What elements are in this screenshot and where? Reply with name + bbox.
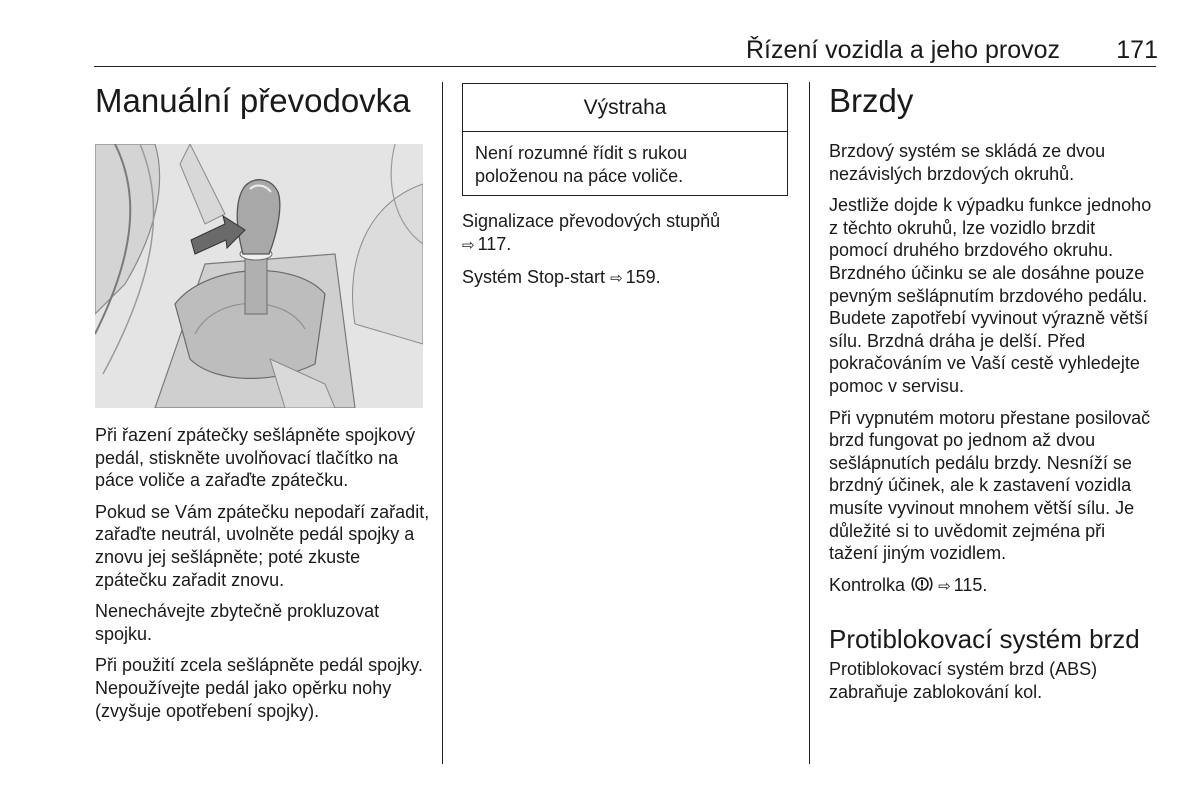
- reference-text: Systém Stop-start: [462, 267, 606, 288]
- indicator-label: Kontrolka: [829, 574, 906, 595]
- page-reference-icon: ⇨: [462, 236, 475, 254]
- page-number: 171: [1116, 36, 1158, 64]
- warning-title: Výstraha: [463, 84, 787, 132]
- page-reference-icon: ⇨: [610, 270, 623, 288]
- gear-lever-illustration: [95, 144, 423, 408]
- subheading-abs: Protiblokovací systém brzd: [829, 624, 1140, 655]
- page-reference-icon: ⇨: [938, 577, 951, 595]
- column-divider-right: [809, 82, 810, 764]
- paragraph: Nenechávejte zbytečně prokluzovat spojku.: [95, 601, 380, 644]
- cross-reference-stop-start[interactable]: [462, 266, 792, 291]
- paragraph: Jestliže dojde k výpadku funkce jednoho z těchto okruhů, lze vozidlo brzdit pomocí druhého brzdového okruhu. Brzdného účinku se ale dosáhne pouze pevným sešlápnutím brzdového pedálu. Budete zapotřebí vyvinout výrazně větší sílu. Brzdná dráha je delší. Před pokračováním ve Vaší cestě vyhledejte pomoc v servisu.: [829, 195, 1152, 396]
- header-rule: [94, 66, 1156, 67]
- warning-text: Není rozumné řídit s rukou položenou na páce voliče.: [475, 143, 688, 186]
- reference-page: 115.: [953, 574, 988, 595]
- paragraph: Brzdový systém se skládá ze dvou nezávislých brzdových okruhů.: [829, 141, 1106, 184]
- brake-indicator-reference[interactable]: [829, 574, 1159, 599]
- cross-reference-gear-indication[interactable]: [462, 210, 792, 257]
- warning-box: [462, 83, 788, 196]
- reference-page: 159.: [625, 267, 661, 288]
- paragraph: Protiblokovací systém brzd (ABS) zabraňuje zablokování kol.: [829, 659, 1098, 702]
- left-column: [95, 82, 425, 120]
- section-heading-manual-gearbox: Manuální převodovka: [95, 82, 411, 119]
- reference-text: Signalizace převodových stupňů: [462, 211, 721, 231]
- paragraph: Při řazení zpátečky sešlápněte spojkový pedál, stiskněte uvolňovací tlačítko na páce voliče a zařaďte zpátečku.: [95, 425, 416, 491]
- section-heading-brakes: Brzdy: [829, 82, 914, 119]
- gear-lever-drawing: [95, 144, 423, 408]
- right-column: [829, 82, 1159, 712]
- paragraph: Pokud se Vám zpátečku nepodaří zařadit, zařaďte neutrál, uvolněte pedál spojky a znovu jej sešlápněte; poté zkuste zpátečku zařadit znovu.: [95, 501, 430, 590]
- column-divider-left: [442, 82, 443, 764]
- paragraph: Při vypnutém motoru přestane posilovač brzd fungovat po jednom až dvou sešlápnutích pedálu brzdy. Nesníží se brzdný účinek, ale k zastavení vozidla musíte vyvinout mnohem větší sílu. Je důležité si to uvědomit zejména při tažení jiným vozidlem.: [829, 407, 1151, 564]
- brake-warning-icon: [910, 574, 934, 594]
- paragraph: Při použití zcela sešlápněte pedál spojky. Nepoužívejte pedál jako opěrku nohy (zvyšuje opotřebení spojky).: [95, 655, 423, 721]
- reference-page: 117.: [477, 233, 512, 254]
- header-title: Řízení vozidla a jeho provoz: [745, 36, 1060, 64]
- middle-column: [462, 210, 792, 300]
- left-text-column: [95, 424, 435, 731]
